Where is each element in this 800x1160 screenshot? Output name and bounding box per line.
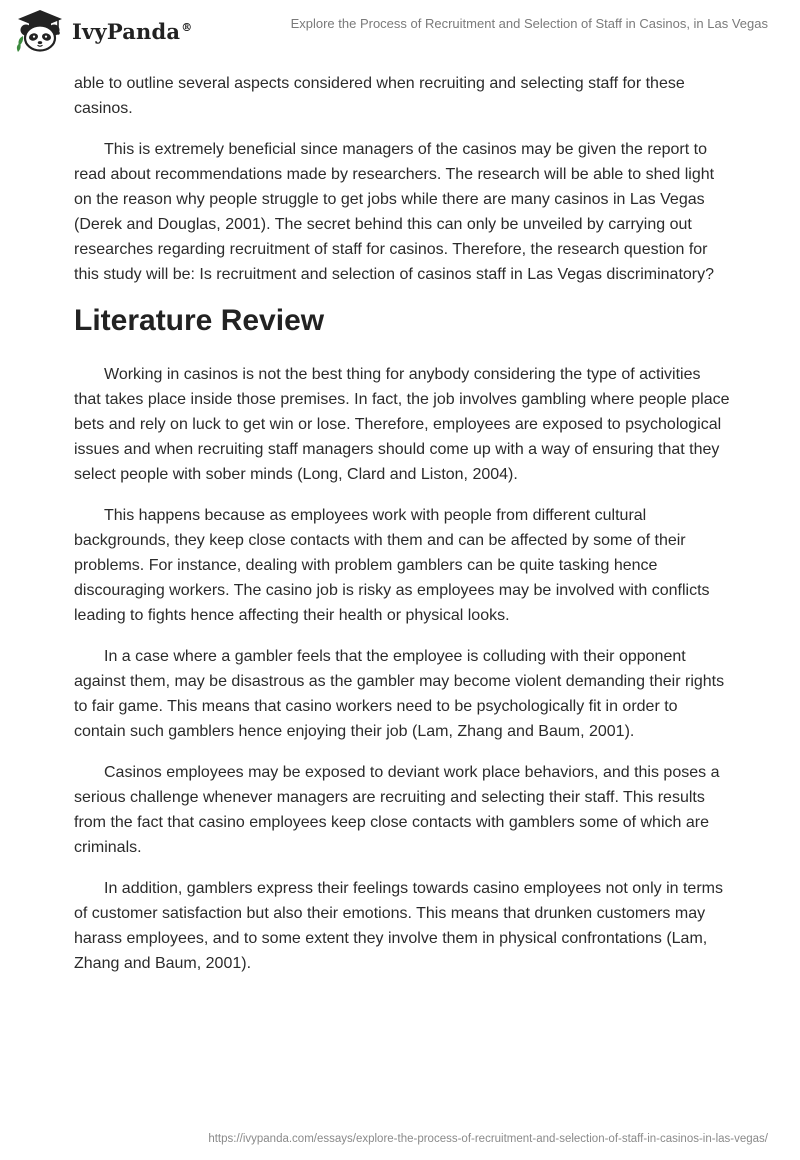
logo-wordmark: IvyPanda® — [72, 18, 193, 44]
page-header — [0, 0, 800, 64]
panda-graduate-icon — [14, 8, 66, 54]
intro-continuation-paragraph: able to outline several aspects considered when recruiting and selecting staff for these casinos. — [74, 75, 685, 117]
section-heading-literature-review: Literature Review — [74, 304, 325, 337]
literature-paragraph: In addition, gamblers express their feelings towards casino employees not only in terms of customer satisfaction but also their emotions. This means that drunken customers may harass employees, and to some extent they involve them in physical confrontations (Lam, Zhang and Baum, 2001). — [74, 880, 723, 972]
literature-paragraph: In a case where a gambler feels that the employee is colluding with their opponent against them, may be disastrous as the gambler may become violent demanding their rights to fair game. This means that casino workers need to be psychologically fit in order to contain such gamblers hence enjoying their job (Lam, Zhang and Baum, 2001). — [74, 648, 725, 740]
literature-paragraph: This happens because as employees work with people from different cultural backgrounds, they keep close contacts with them and can be affected by some of their problems. For instance, dealing with problem gamblers can be quite tasking hence discouraging workers. The casino job is risky as employees may be involved with conflicts leading to fights hence affecting their health or physical looks. — [74, 507, 710, 624]
literature-paragraph: Casinos employees may be exposed to deviant work place behaviors, and this poses a serious challenge whenever managers are recruiting and selecting their staff. This results from the fact that casino employees keep close contacts with gamblers some of which are criminals. — [74, 764, 720, 856]
document-title: Explore the Process of Recruitment and Selection of Staff in Casinos, in Las Vegas — [290, 16, 768, 31]
literature-paragraph: Working in casinos is not the best thing for anybody considering the type of activities that takes place inside those premises. In fact, the job involves gambling where people place bets and rely on luck to get win or lose. Therefore, employees are exposed to psychological issues and when recruiting staff managers should come up with a way of ensuring that they select people with sober minds (Long, Clard and Liston, 2004). — [74, 366, 730, 483]
intro-paragraph: This is extremely beneficial since managers of the casinos may be given the report to read about recommendations made by researchers. The research will be able to shed light on the reason why people struggle to get jobs while there are many casinos in Las Vegas (Derek and Douglas, 2001). The secret behind this can only be unveiled by carrying out researches regarding recruitment of staff for casinos. Therefore, the research question for this study will be: Is recruitment and selection of casinos staff in Las Vegas discriminatory? — [74, 141, 715, 283]
ivypanda-logo[interactable] — [14, 8, 192, 54]
source-url-link[interactable]: https://ivypanda.com/essays/explore-the-process-of-recruitment-and-selection-of-staff-in-casinos-in-las-vegas/ — [208, 1133, 768, 1145]
essay-content — [74, 71, 730, 992]
